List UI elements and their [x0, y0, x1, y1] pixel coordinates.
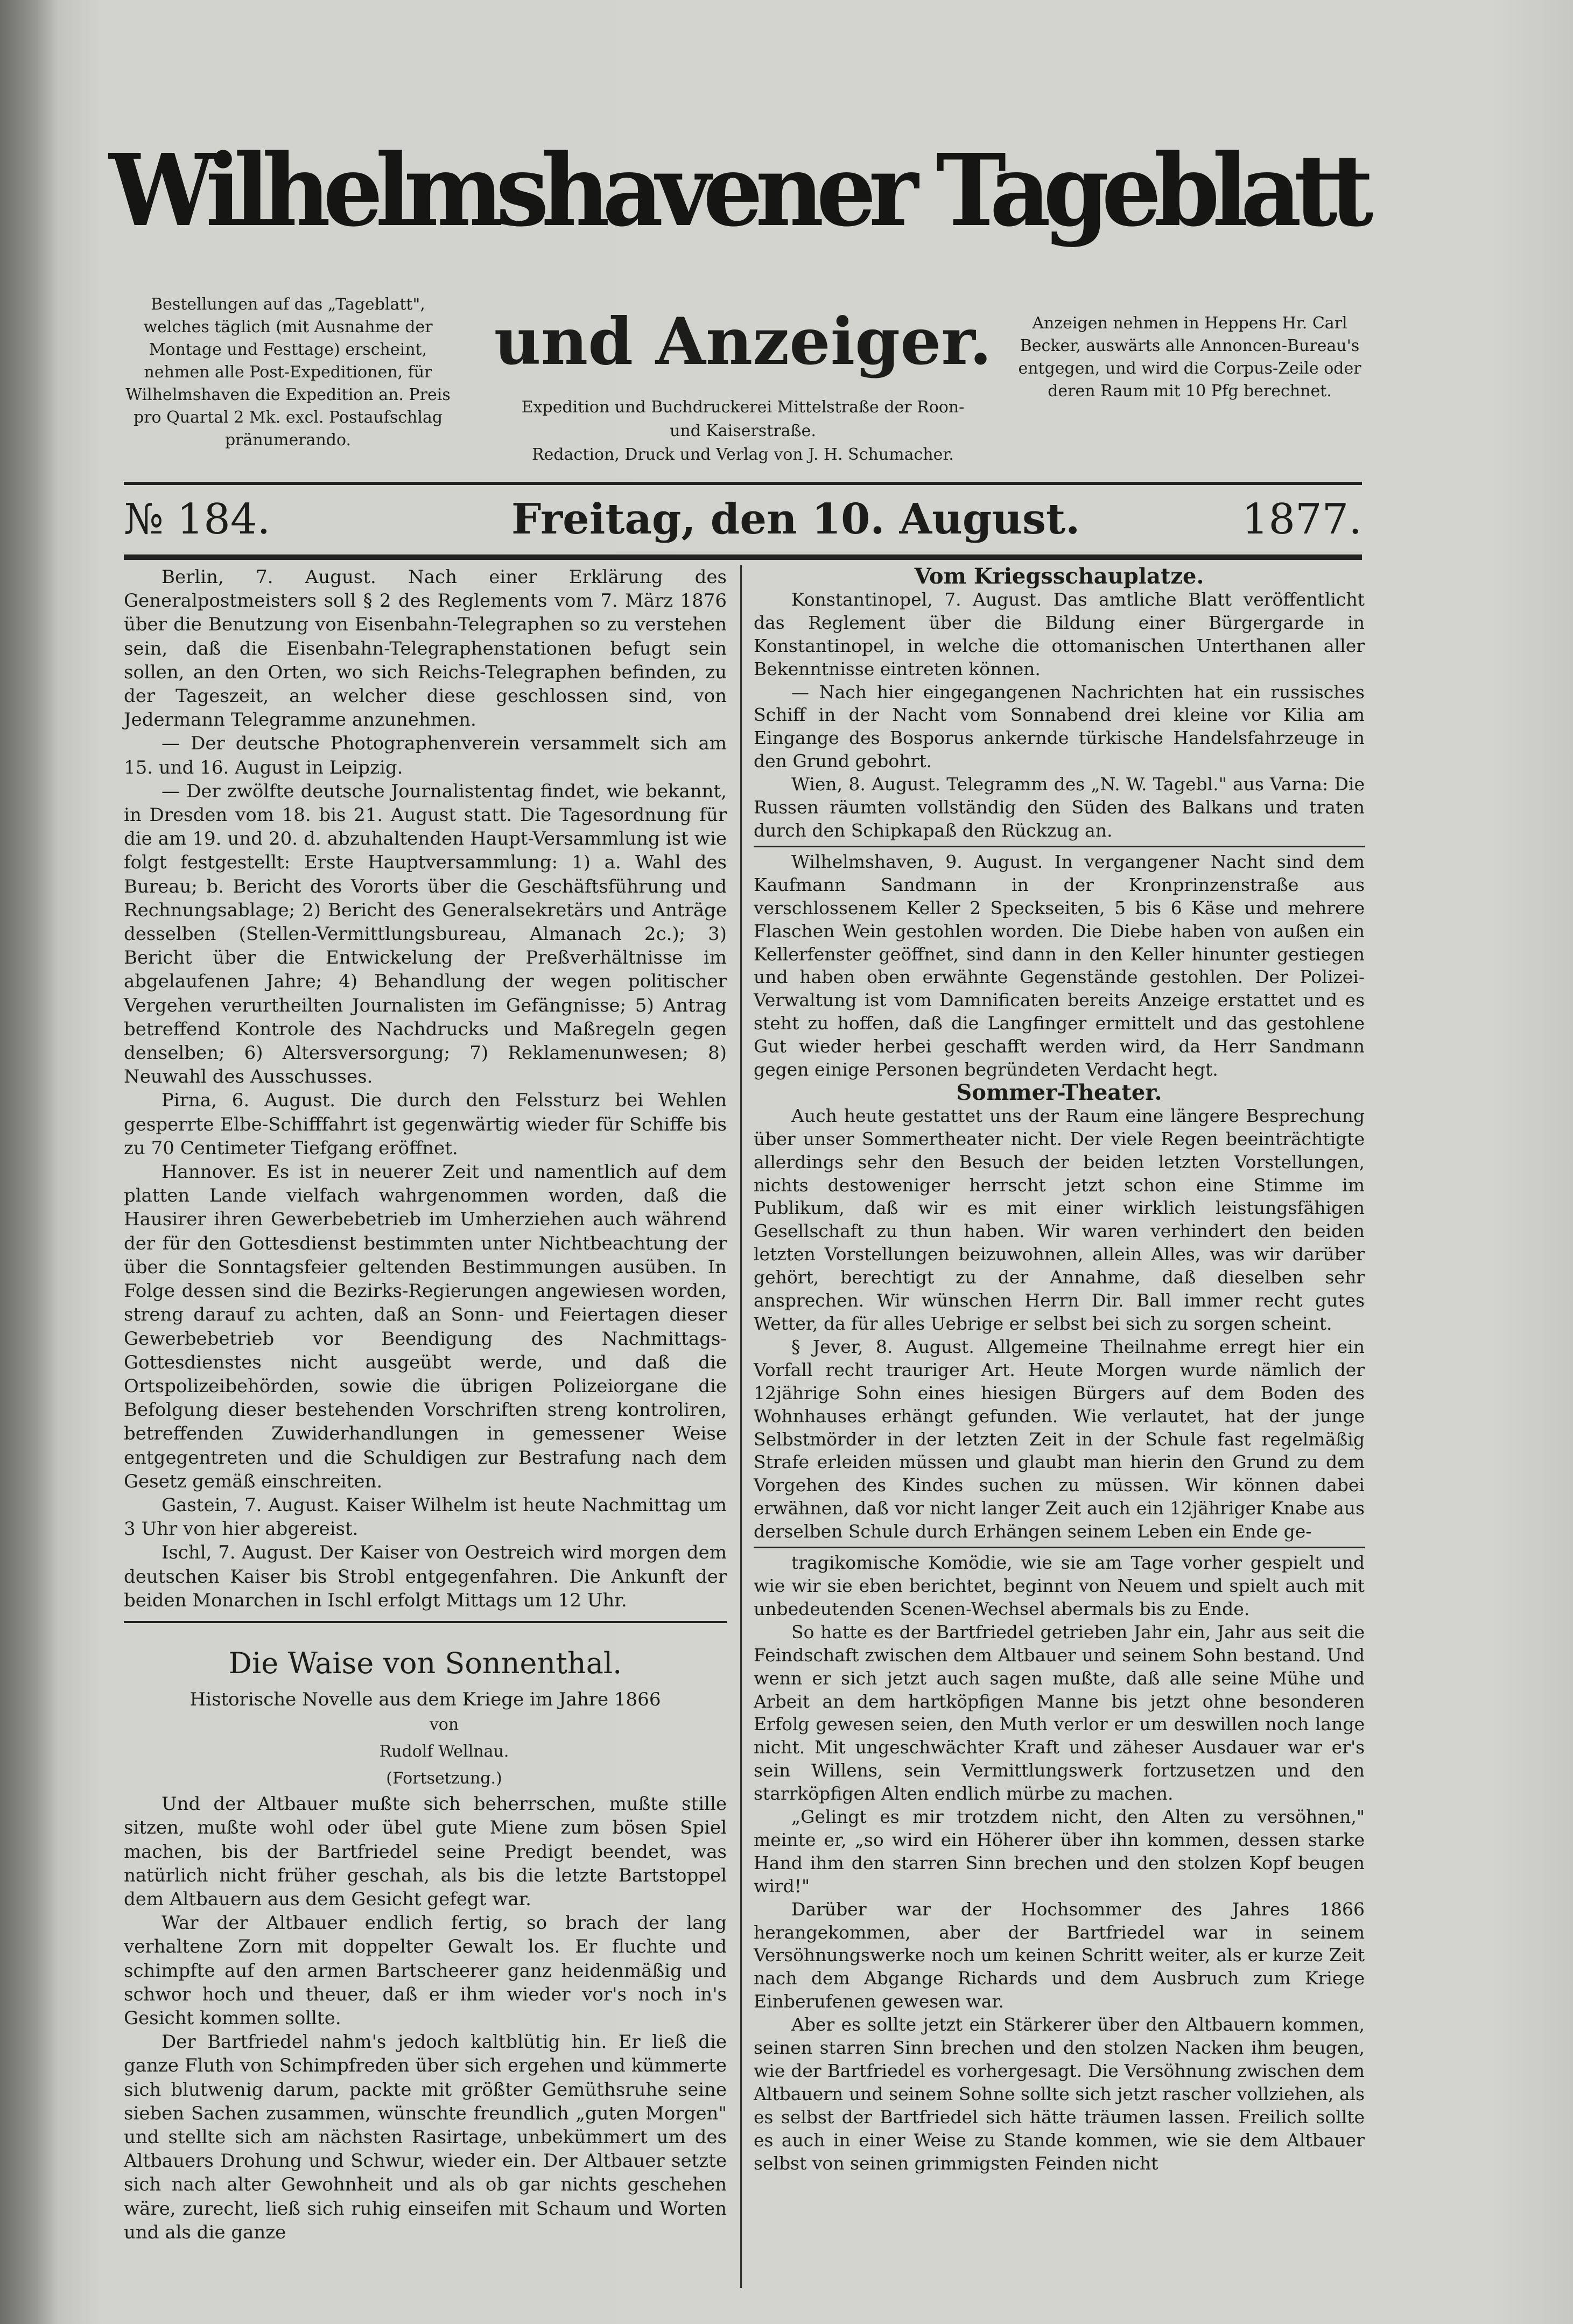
novel-paragraph: Aber es sollte jetzt ein Stärkerer über den Altbauern kommen, seinen starren Sinn brechen und den stolzen Nacken ihm beugen, wie der Bartfriedel es vorhergesagt. Die Versöhnung zwischen dem Altbauern und seinem Sohne sollte sich jetzt rascher vollziehen, als es selbst der Bartfriedel sich hätte träumen lassen. Freilich sollte es auch in einer Weise zu Stande kommen, wie sie dem Altbauer selbst von seinen grimmigsten Feinden nicht — [754, 2014, 1365, 2174]
news-item: Ischl, 7. August. Der Kaiser von Oestreich wird morgen dem deutschen Kaiser bis Strobl entgegenfahren. Die Ankunft der beiden Monarchen in Ischl erfolgt Mittags um 12 Uhr. — [124, 1542, 727, 1611]
novel-paragraph: Und der Altbauer mußte sich beherrschen, mußte stille sitzen, mußte wohl oder übel gute Miene zum bösen Spiel machen, bis der Bartfriedel seine Predigt beendet, was natürlich nicht früher geschah, als bis die letzte Bartstoppel dem Altbauern aus dem Gesicht gefegt war. — [124, 1793, 727, 1910]
left-column — [124, 565, 727, 2244]
war-news-item: Wien, 8. August. Telegramm des „N. W. Tagebl." aus Varna: Die Russen räumten vollständig den Süden des Balkans und traten durch den Schipkapaß den Rückzug an. — [754, 774, 1365, 841]
section-rule — [124, 1621, 727, 1623]
news-item: Hannover. Es ist in neuerer Zeit und namentlich auf dem platten Lande vielfach wahrgenommen worden, daß die Hausirer ihren Gewerbebetrieb im Umherziehen auch während der für den Gottesdienst bestimmten unter Nichtbeachtung der über die Sonntagsfeier geltenden Bestimmungen ausüben. In Folge dessen sind die Bezirks-Regierungen angewiesen worden, streng darauf zu achten, daß an Sonn- und Feiertagen dieser Gewerbebetrieb vor Beendigung des Nachmittags-Gottesdienstes nicht ausgeübt werde, und daß die Ortspolizeibehörden, sowie die übrigen Polizeiorgane die Befolgung dieser bestehenden Vorschriften streng kontroliren, betreffenden Zuwiderhandlungen in gemessener Weise entgegentreten und die Schuldigen zur Bestrafung nach dem Gesetz gemäß einschreiten. — [124, 1161, 727, 1492]
masthead-subtitle: und Anzeiger. — [494, 304, 992, 380]
novel-continuation: (Fortsetzung.) — [386, 1769, 502, 1788]
war-news-item: Konstantinopel, 7. August. Das amtliche Blatt veröffentlicht das Reglement über die Bildung einer Bürgergarde in Konstantinopel, in welche die ottomanischen Unterthanen aller Bekenntnisse eintreten können. — [754, 588, 1365, 679]
issue-date: Freitag, den 10. August. — [511, 495, 1080, 544]
publisher-editor: Redaction, Druck und Verlag von J. H. Schumacher. — [532, 445, 954, 464]
novel-paragraph: War der Altbauer endlich fertig, so brach der lang verhaltene Zorn mit doppelter Gewalt los. Er fluchte und schimpfte auf den armen Bartscheerer ganz heidenmäßig und schwor hoch und theuer, daß er ihm wieder vor's noch in's Gesicht kommen sollte. — [124, 1912, 727, 2029]
publisher-address: Expedition und Buchdruckerei Mittelstraße der Roon- und Kaiserstraße. — [521, 398, 965, 440]
novel-by: von — [429, 1715, 459, 1735]
advertising-info: Anzeigen nehmen in Heppens Hr. Carl Becker, auswärts alle Annoncen-Bureau's entgegen, und wird die Corpus-Zeile oder deren Raum mit 10 Pfg berechnet. — [1018, 314, 1361, 401]
book-binding — [0, 0, 38, 2324]
novel-paragraph: So hatte es der Bartfriedel getrieben Jahr ein, Jahr aus seit die Feindschaft zwischen dem Altbauer und seinem Sohn bestand. Und wenn er sich jetzt auch sagen mußte, daß alle seine Mühe und Arbeit an dem hartköpfigen Manne bis jetzt ohne besonderen Erfolg gewesen seien, den Muth verlor er um deswillen noch lange nicht. Mit ungeschwächter Kraft und zäheser Ausdauer war er's sein Willens, sein Vermittlungswerk fortzusetzen und den starrköpfigen Alten endlich mürbe zu machen. — [754, 1621, 1365, 1805]
novel-author: Rudolf Wellnau. — [379, 1742, 509, 1761]
dateline — [124, 490, 1362, 549]
news-item: Berlin, 7. August. Nach einer Erklärung des Generalpostmeisters soll § 2 des Reglements vom 7. März 1876 über die Benutzung von Eisenbahn-Telegraphen so zu verstehen sein, daß die Eisenbahn-Telegraphenstationen befugt sein sollen, an den Orten, wo sich Reichs-Telegraphen befinden, zu der Tageszeit, an welcher diese geschlossen sind, von Jedermann Telegramme anzunehmen. — [124, 566, 727, 731]
novel-title: Die Waise von Sonnenthal. — [228, 1646, 622, 1680]
war-heading: Vom Kriegsschauplatze. — [914, 564, 1204, 589]
theater-paragraph: § Jever, 8. August. Allgemeine Theilnahme erregt hier ein Vorfall recht trauriger Art. Heute Morgen wurde nämlich der 12jährige Sohn eines hiesigen Bürgers auf dem Boden des Wohnhauses erhängt gefunden. Wie verlautet, hat der junge Selbstmörder in der letzten Zeit in der Schule fast regelmäßig Strafe erleiden müssen und glaubt man hierin den Grund zu dem Vorgehen des Kindes suchen zu müssen. Wir können dabei erwähnen, daß vor nicht langer Zeit auch ein 12jähriger Knabe aus derselben Schule durch Erhängen seinem Leben ein Ende ge- — [754, 1336, 1365, 1542]
novel-paragraph: tragikomische Komödie, wie sie am Tage vorher gespielt und wie wir sie eben berichtet, beginnt von Neuem und spielt auch mit unbedeutenden Scenen-Wechsel abermals bis zu Ende. — [754, 1552, 1365, 1619]
theater-paragraph: Auch heute gestattet uns der Raum eine längere Besprechung über unser Sommertheater nicht. Der viele Regen beeinträchtigte allerdings sehr den Besuch der beiden letzten Vorstellungen, nichts destoweniger herrscht jetzt schon eine Stimme im Publikum, daß wir es mit einer wirklich leistungsfähigen Gesellschaft zu thun haben. Wir waren verhindert den beiden letzten Vorstellungen beizuwohnen, allein Alles, was wir darüber gehört, berechtigt zu der Annahme, daß dieselben sehr ansprechen. Wir wünschen Herrn Dir. Ball immer recht gutes Wetter, da für alles Uebrige er selbst bei sich zu sorgen scheint. — [754, 1105, 1365, 1334]
news-item: Gastein, 7. August. Kaiser Wilhelm ist heute Nachmittag um 3 Uhr von hier abgereist. — [124, 1494, 727, 1540]
theater-heading: Sommer-Theater. — [956, 1079, 1162, 1105]
news-item: — Der deutsche Photographenverein versammelt sich am 15. und 16. August in Leipzig. — [124, 733, 727, 778]
novel-paragraph: Der Bartfriedel nahm's jedoch kaltblütig hin. Er ließ die ganze Fluth von Schimpfreden über sich ergehen und kümmerte sich blutwenig darum, packte mit größter Gemüthsruhe seine sieben Sachen zusammen, wünschte freundlich „guten Morgen" und stellte sich am nächsten Rasirtage, unbekümmert um des Altbauers Drohung und Schwur, wieder ein. Der Altbauer setzte sich nach alter Gewohnheit und als ob gar nichts geschehen wäre, zurecht, ließ sich ruhig einseifen mit Schaum und Worten und als die ganze — [124, 2031, 727, 2243]
top-rule — [124, 482, 1362, 485]
novel-subtitle: Historische Novelle aus dem Kriege im Jahre 1866 — [189, 1688, 661, 1710]
issue-year: 1877. — [1241, 495, 1362, 544]
right-column — [754, 565, 1365, 2175]
section-rule — [754, 846, 1365, 847]
column-divider — [740, 565, 742, 2288]
subscription-info: Bestellungen auf das „Tageblatt", welches täglich (mit Ausnahme der Montage und Festtage) erscheint, nehmen alle Post-Expeditionen, für Wilhelmshaven die Expedition an. Preis pro Quartal 2 Mk. excl. Postaufschlag pränumerando. — [125, 295, 451, 450]
news-item: — Der zwölfte deutsche Journalistentag findet, wie bekannt, in Dresden vom 18. bis 21. August statt. Die Tagesordnung für die am 19. und 20. d. abzuhaltenden Haupt-Versammlung ist wie folgt festgestellt: Erste Hauptversammlung: 1) a. Wahl des Bureau; b. Bericht des Vororts über die Geschäftsführung und Rechnungsablage; 2) Bericht des Generalsekretärs und Anträge desselben (Stellen-Vermittlungsbureau, Almanach 2c.); 3) Bericht über die Entwickelung der Preßverhältnisse im abgelaufenen Jahre; 4) Behandlung der wegen politischer Vergehen verurtheilten Journalisten im Gefängnisse; 5) Antrag betreffend Kontrole des Nachdrucks und Maßregeln gegen denselben; 6) Altersversorgung; 7) Reklamenunwesen; 8) Neuwahl des Ausschusses. — [124, 780, 727, 1088]
local-news-item: Wilhelmshaven, 9. August. In vergangener Nacht sind dem Kaufmann Sandmann in der Kronprinzenstraße aus verschlossenem Keller 2 Speckseiten, 5 bis 6 Käse und mehrere Flaschen Wein gestohlen worden. Die Diebe haben von außen ein Kellerfenster geöffnet, sind dann in den Keller hinunter gestiegen und haben oben erwähnte Gegenstände gestohlen. Der Polizei-Verwaltung ist vom Damnificaten bereits Anzeige erstattet und es steht zu hoffen, daß die Langfinger ermittelt und das gestohlene Gut wieder herbei geschafft werden wird, da Herr Sandmann gegen einige Personen begründeten Verdacht hegt. — [754, 851, 1365, 1080]
novel-paragraph: Darüber war der Hochsommer des Jahres 1866 herangekommen, aber der Bartfriedel war in seinem Versöhnungswerke noch um keinen Schritt weiter, als er kurze Zeit nach dem Abgange Richards und dem Ausbruch zum Kriege Einberufenen gewesen war. — [754, 1898, 1365, 2012]
bottom-rule — [124, 554, 1362, 560]
issue-number: № 184. — [124, 495, 271, 544]
novel-paragraph: „Gelingt es mir trotzdem nicht, den Alten zu versöhnen," meinte er, „so wird ein Höherer über ihn kommen, dessen starke Hand ihm den starren Sinn brechen und den stolzen Kopf beugen wird!" — [754, 1806, 1365, 1897]
war-news-item: — Nach hier eingegangenen Nachrichten hat ein russisches Schiff in der Nacht vom Sonnabend drei kleine vor Kilia am Eingange des Bosporus ankernde türkische Handelsfahrzeuge in den Grund gebohrt. — [754, 681, 1365, 772]
publisher-info — [517, 396, 969, 467]
masthead-title: Wilhelmshavener Tageblatt — [109, 132, 1366, 249]
news-item: Pirna, 6. August. Die durch den Felssturz bei Wehlen gesperrte Elbe-Schifffahrt ist gegenwärtig wieder für Schiffe bis zu 70 Centimeter Tiefgang eröffnet. — [124, 1090, 727, 1159]
section-rule — [754, 1547, 1365, 1548]
